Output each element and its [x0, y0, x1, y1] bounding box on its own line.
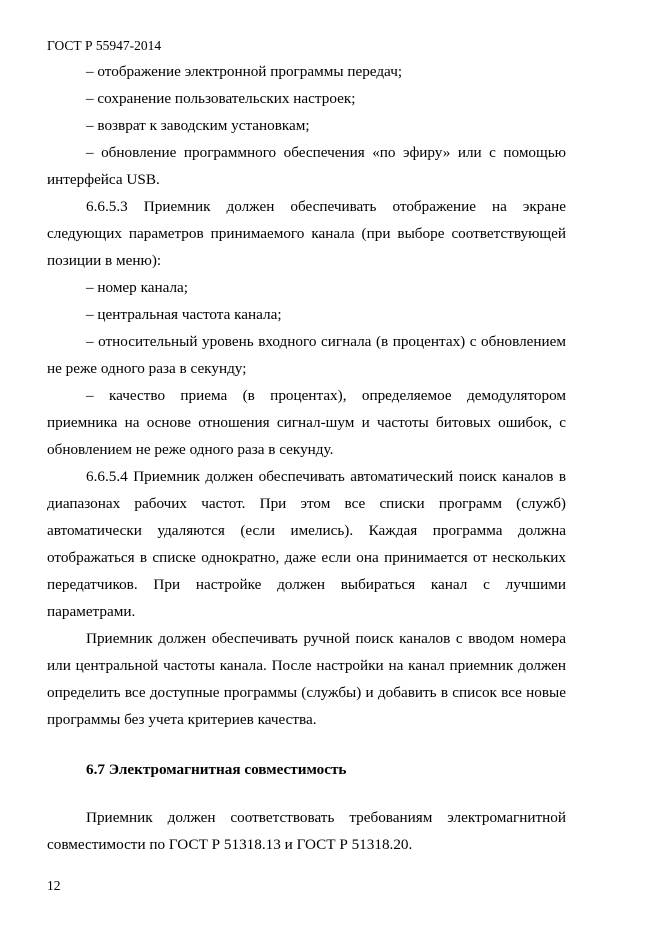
paragraph-manual-search: Приемник должен обеспечивать ручной поиск каналов с вводом номера или центральной частоты канала. После настройки на канал приемник должен определить все доступные программы (службы) и добавить в список все новые программы без учета критериев качества. — [47, 630, 566, 728]
list-item-channel-number: – номер канала; — [86, 279, 188, 296]
list-item-software-update: – обновление программного обеспечения «по эфиру» или с помощью интерфейса USB. — [47, 144, 566, 188]
list-item-center-frequency: – центральная частота канала; — [86, 306, 282, 323]
body-text — [47, 58, 566, 733]
page-number: 12 — [47, 878, 61, 893]
section-paragraph: Приемник должен соответствовать требованиям электромагнитной совместимости по ГОСТ Р 51318.13 и ГОСТ Р 51318.20. — [47, 809, 566, 853]
list-item-factory-reset: – возврат к заводским установкам; — [86, 117, 310, 134]
list-item-save-settings: – сохранение пользовательских настроек; — [86, 90, 356, 107]
section-heading: 6.7 Электромагнитная совместимость — [86, 761, 347, 778]
list-item-reception-quality: – качество приема (в процентах), определяемое демодулятором приемника на основе отношения сигнал-шум и частоты битовых ошибок, с обновлением не реже одного раза в секунду. — [47, 387, 566, 458]
clause-6-6-5-4: 6.6.5.4 Приемник должен обеспечивать автоматический поиск каналов в диапазонах рабочих частот. При этом все списки программ (служб) автоматически удаляются (если имелись). Каждая программа должна отображаться в списке однократно, даже если она принимается от нескольких передатчиков. При настройке должен выбираться канал с лучшими параметрами. — [47, 468, 566, 620]
document-header: ГОСТ Р 55947-2014 — [47, 38, 162, 53]
list-item-epg: – отображение электронной программы передач; — [86, 63, 403, 80]
list-item-signal-level: – относительный уровень входного сигнала (в процентах) с обновлением не реже одного раза в секунду; — [47, 333, 566, 377]
section-text-block — [47, 804, 566, 858]
clause-6-6-5-3: 6.6.5.3 Приемник должен обеспечивать отображение на экране следующих параметров принимаемого канала (при выборе соответствующей позиции в меню): — [47, 198, 566, 269]
